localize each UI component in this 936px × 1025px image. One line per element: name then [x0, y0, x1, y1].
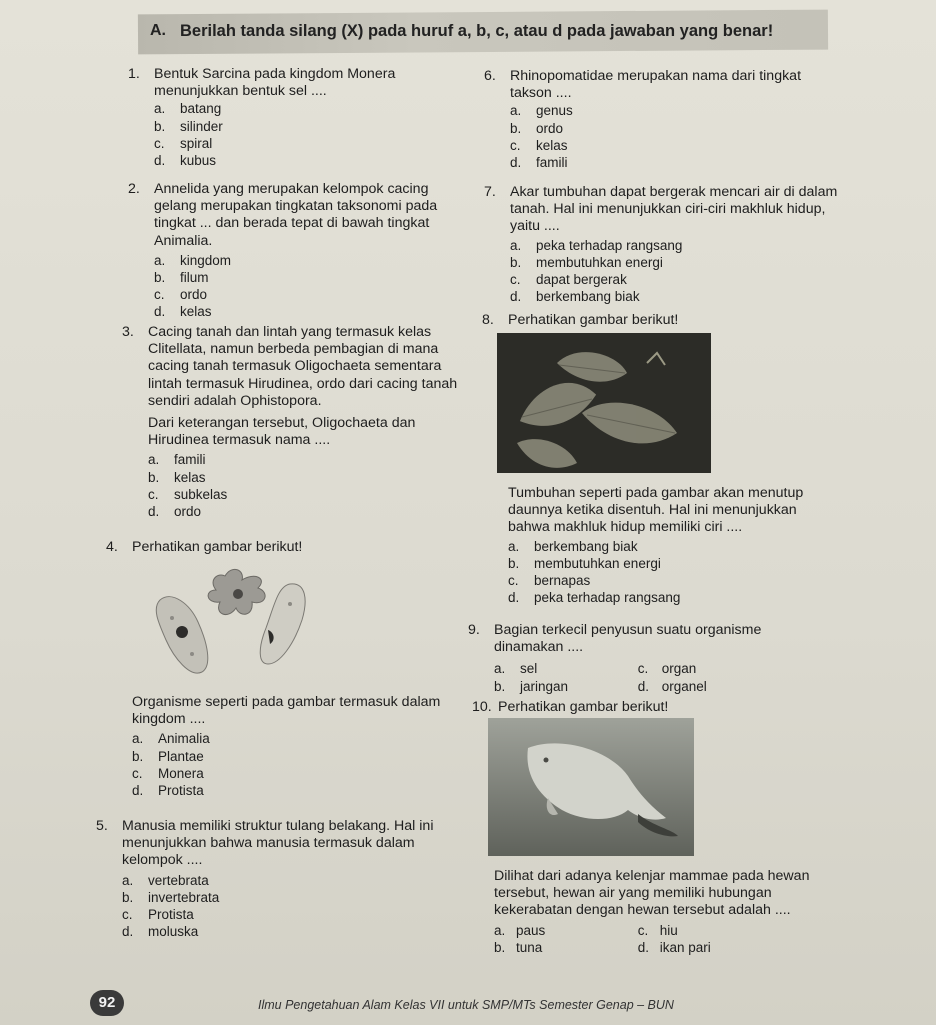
question-5 [96, 818, 467, 940]
question-number: 4. [106, 539, 118, 555]
option-b[interactable]: b. membutuhkan energi [508, 555, 661, 571]
option-d[interactable]: d. kubus [154, 153, 217, 169]
question-8-continued [508, 485, 838, 606]
question-number: 8. [482, 312, 494, 328]
option-d[interactable]: d. peka terhadap rangsang [508, 590, 681, 606]
option-b[interactable]: b. kelas [148, 469, 206, 485]
option-c[interactable]: c. Protista [122, 907, 194, 923]
option-a[interactable]: a. Animalia [132, 731, 210, 747]
question-10-continued [494, 868, 828, 956]
question-7 [484, 184, 840, 305]
option-c[interactable]: c. hiu [637, 922, 678, 938]
option-a[interactable]: a. paus [494, 922, 546, 938]
question-1 [128, 66, 474, 169]
option-a[interactable]: a. batang [154, 101, 222, 117]
option-b[interactable]: b. filum [154, 270, 209, 286]
question-number: 10. [472, 699, 492, 715]
question-text-2: Organisme seperti pada gambar termasuk dalam kingdom .... [132, 694, 441, 728]
question-text: Perhatikan gambar berikut! [132, 539, 303, 555]
option-b[interactable]: b. invertebrata [122, 889, 220, 905]
option-a[interactable]: a. famili [148, 452, 206, 468]
option-d[interactable]: d. ordo [148, 504, 202, 520]
section-letter: A. [150, 22, 166, 39]
question-2 [128, 181, 466, 321]
section-instruction: Berilah tanda silang (X) pada huruf a, b, c, atau d pada jawaban yang benar! [180, 22, 774, 40]
option-c[interactable]: c. ordo [154, 287, 208, 303]
question-6 [484, 68, 840, 171]
mimosa-photo [497, 333, 711, 473]
option-a[interactable]: a. kingdom [154, 252, 232, 268]
question-number: 7. [484, 184, 496, 200]
option-b[interactable]: b. jaringan [494, 678, 569, 694]
question-8 [482, 312, 838, 329]
option-b[interactable]: b. ordo [510, 120, 564, 136]
option-c[interactable]: c. bernapas [508, 573, 591, 589]
option-b[interactable]: b. membutuhkan energi [510, 254, 663, 270]
manatee-photo [488, 718, 694, 856]
question-3 [122, 324, 460, 520]
question-text-2: Tumbuhan seperti pada gambar akan menutup daunnya ketika disentuh. Hal ini menunjukkan bahwa makhluk hidup memiliki ciri .... [508, 485, 804, 536]
option-d[interactable]: d. Protista [132, 783, 204, 799]
option-d[interactable]: d. moluska [122, 924, 199, 940]
protist-right-shape [260, 584, 305, 664]
option-d[interactable]: d. organel [637, 678, 707, 694]
option-b[interactable]: b. silinder [154, 118, 223, 134]
question-10 [472, 699, 828, 716]
option-c[interactable]: c. Monera [132, 765, 204, 781]
option-d[interactable]: d. ikan pari [637, 939, 711, 955]
mimosa-illustration [497, 333, 711, 473]
option-d[interactable]: d. famili [510, 155, 568, 171]
option-a[interactable]: a. vertebrata [122, 872, 209, 888]
option-c[interactable]: c. organ [637, 661, 697, 677]
option-d[interactable]: d. kelas [154, 304, 212, 320]
option-b[interactable]: b. tuna [494, 939, 543, 955]
option-a[interactable]: a. sel [494, 661, 538, 677]
question-text: Perhatikan gambar berikut! [508, 312, 679, 328]
question-text-2: Dari keterangan tersebut, Oligochaeta dan Hirudinea termasuk nama .... [148, 415, 416, 449]
question-4-continued [132, 694, 462, 799]
question-number: 3. [122, 324, 134, 340]
question-text: Cacing tanah dan lintah yang termasuk kelas Clitellata, namun berbeda pembagian di mana cacing tanah termasuk Oligochaeta sementara lintah termasuk Hirudinea, ordo dari cacing tanah sendiri adalah Ophistopora. [148, 324, 458, 409]
question-number: 6. [484, 68, 496, 84]
option-a[interactable]: a. genus [510, 103, 573, 119]
book-title-footer: Ilmu Pengetahuan Alam Kelas VII untuk SMP/MTs Semester Genap – BUN [258, 998, 674, 1012]
question-text: Rhinopomatidae merupakan nama dari tingkat takson .... [510, 68, 802, 102]
question-number: 2. [128, 181, 140, 197]
question-text-2: Dilihat dari adanya kelenjar mammae pada hewan tersebut, hewan air yang memiliki hubungan kekerabatan dengan hewan tersebut adalah .... [494, 868, 810, 919]
option-c[interactable]: c. subkelas [148, 486, 228, 502]
question-9 [468, 622, 828, 695]
option-a[interactable]: a. peka terhadap rangsang [510, 237, 683, 253]
question-number: 9. [468, 622, 480, 638]
option-c[interactable]: c. spiral [154, 135, 213, 151]
question-text: Annelida yang merupakan kelompok cacing gelang merupakan tingkatan taksonomi pada tingkat ... dan berada tepat di bawah tingkat Animalia. [154, 181, 438, 249]
question-text: Bagian terkecil penyusun suatu organisme dinamakan .... [494, 622, 762, 656]
option-b[interactable]: b. Plantae [132, 748, 204, 764]
option-a[interactable]: a. berkembang biak [508, 538, 638, 554]
option-c[interactable]: c. kelas [510, 137, 568, 153]
question-text: Akar tumbuhan dapat bergerak mencari air di dalam tanah. Hal ini menunjukkan ciri-ciri makhluk hidup, yaitu .... [510, 184, 838, 235]
question-text: Manusia memiliki struktur tulang belakang. Hal ini menunjukkan bahwa manusia termasuk dalam kelompok .... [122, 818, 434, 869]
question-text: Bentuk Sarcina pada kingdom Monera menunjukkan bentuk sel .... [154, 66, 396, 100]
option-d[interactable]: d. berkembang biak [510, 289, 640, 305]
manatee-illustration [488, 718, 694, 856]
protista-illustration [150, 560, 320, 685]
question-text: Perhatikan gambar berikut! [498, 699, 669, 715]
question-4 [106, 539, 462, 556]
question-number: 5. [96, 818, 108, 834]
page-number: 92 [90, 990, 124, 1016]
question-number: 1. [128, 66, 140, 82]
option-c[interactable]: c. dapat bergerak [510, 272, 627, 288]
